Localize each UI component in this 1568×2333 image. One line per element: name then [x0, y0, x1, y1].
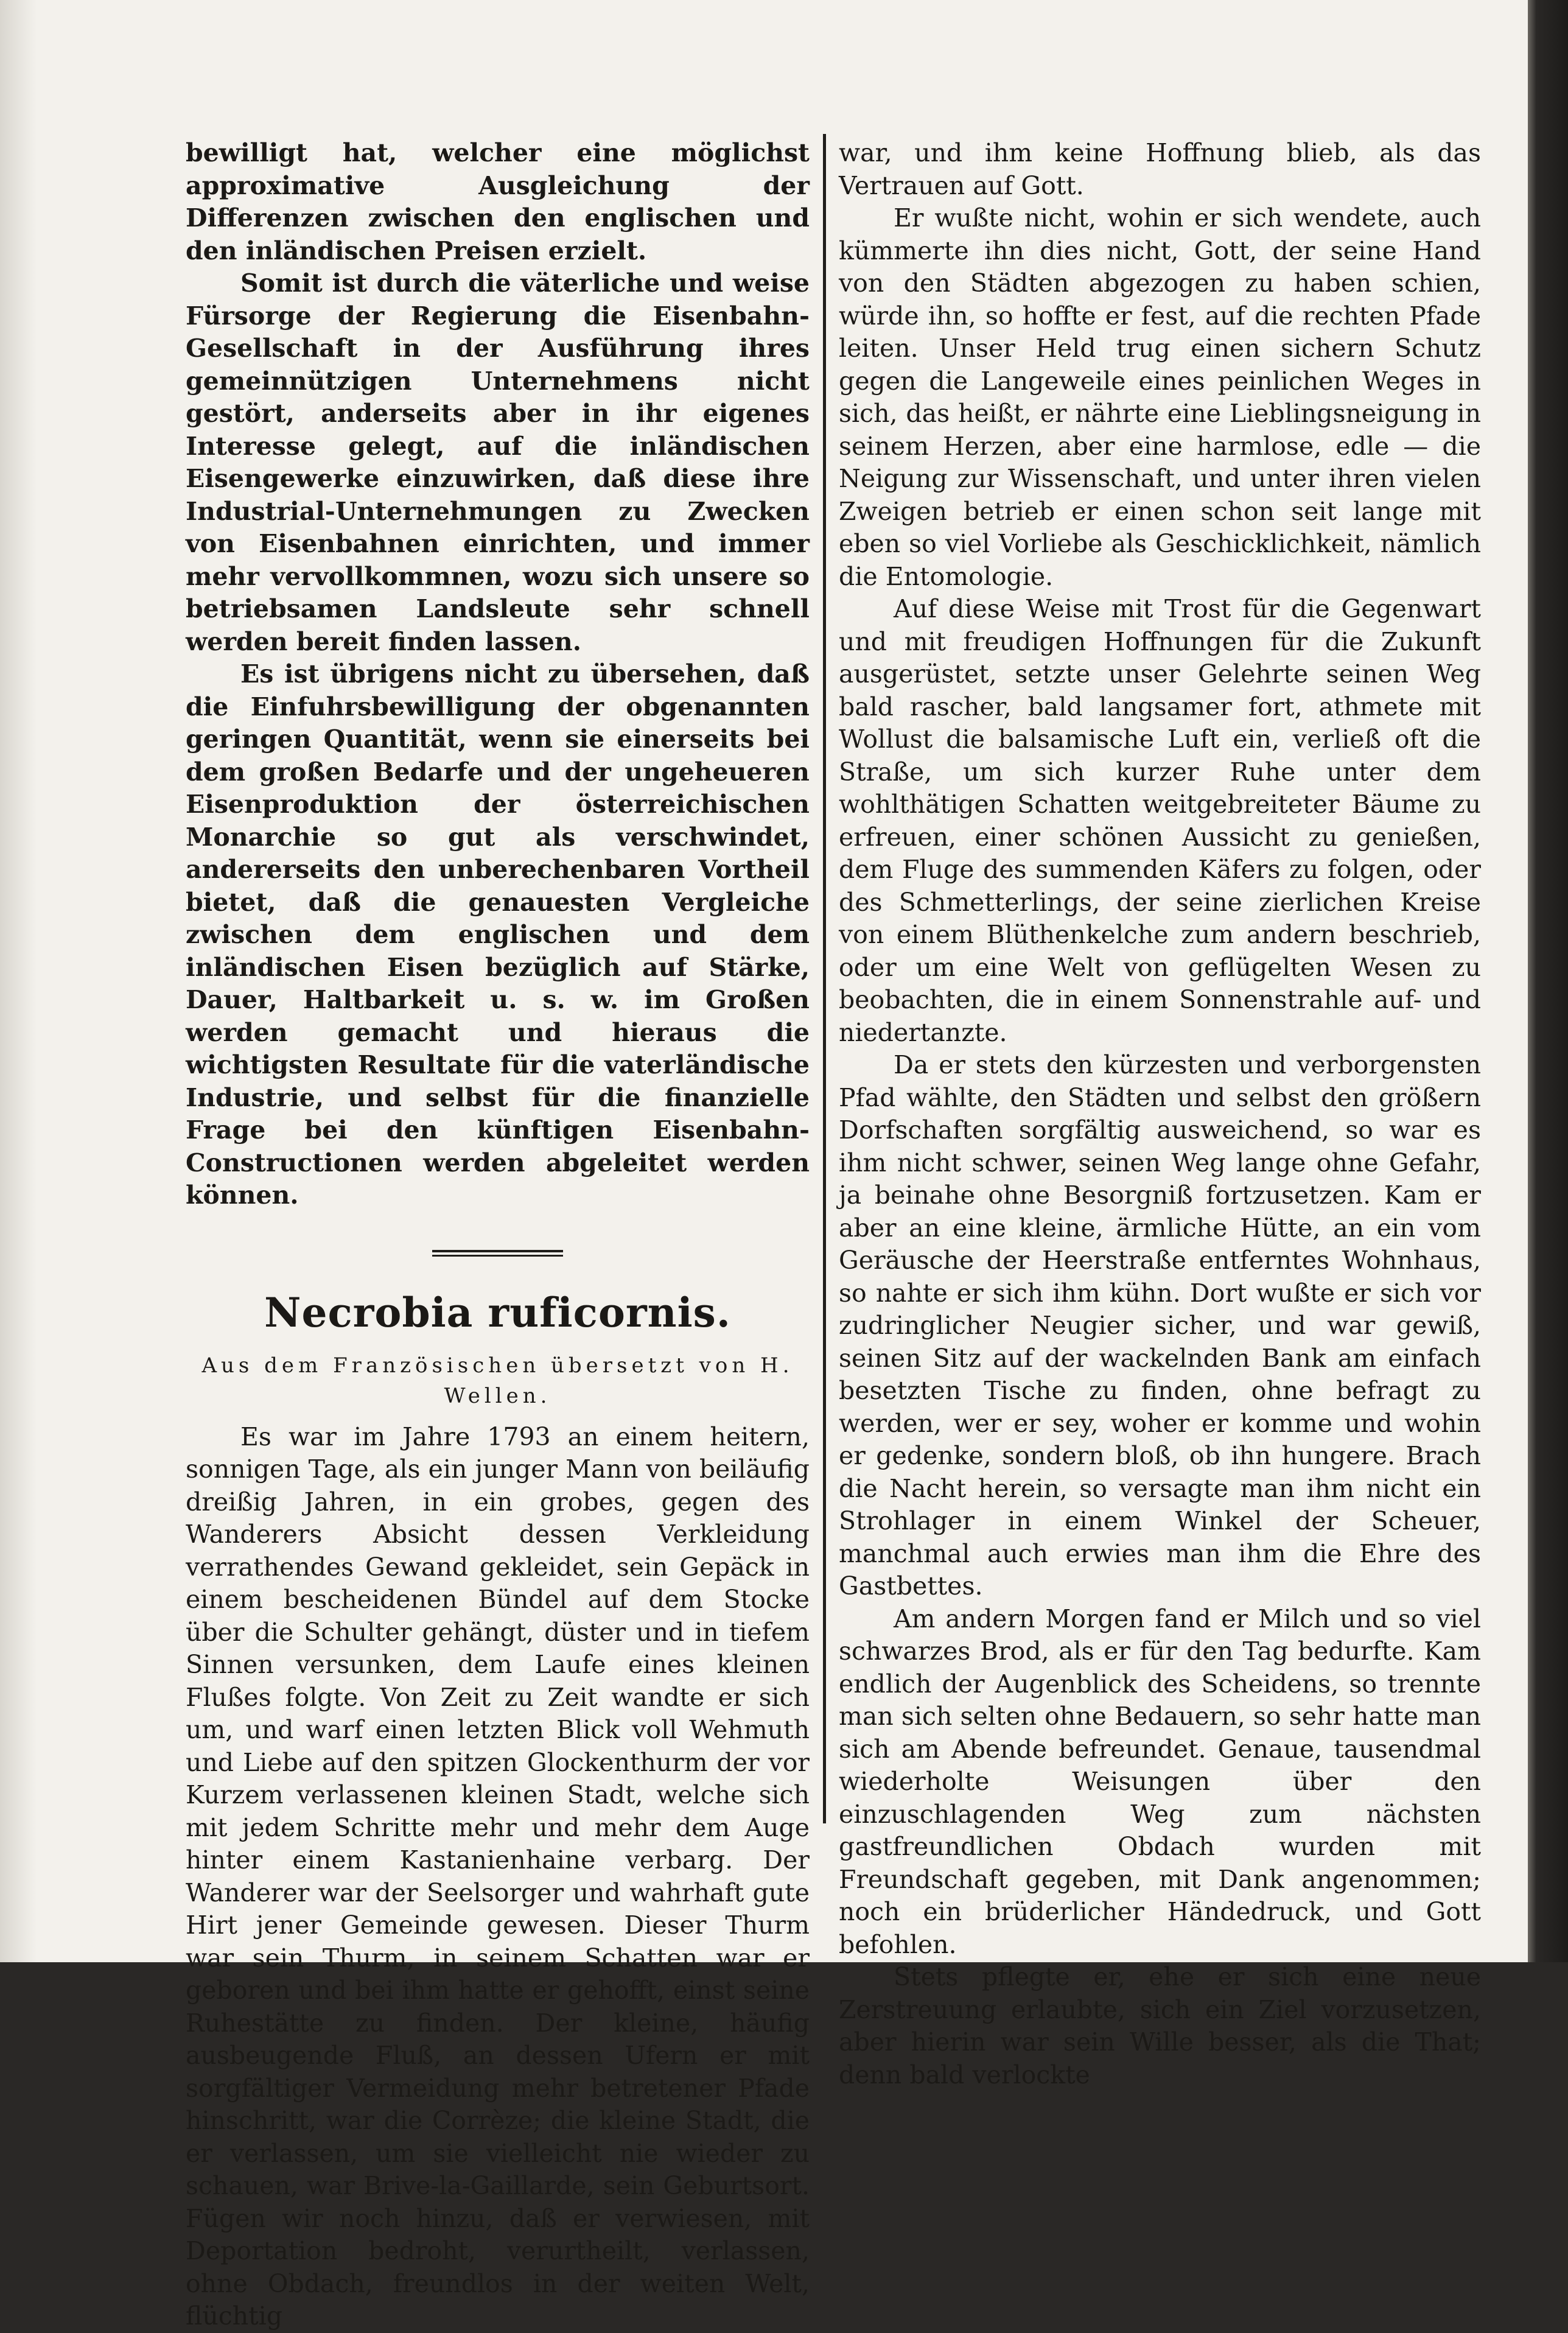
article-subtitle: Aus dem Französischen übersetzt von H. Wellen.	[201, 1353, 794, 1408]
right-column	[839, 137, 1481, 2091]
intro-paragraph-3: Es ist übrigens nicht zu übersehen, daß die Einfuhrsbewilligung der obgenannten geringen Quantität, wenn sie einerseits bei dem großen Bedarfe und der ungeheueren Eisenproduktion der österreichischen Monarchie so gut als verschwindet, andererseits den unberechenbaren Vortheil bietet, daß die genauesten Vergleiche zwischen dem englischen und dem inländischen Eisen bezüglich auf Stärke, Dauer, Haltbarkeit u. s. w. im Großen werden gemacht und hieraus die wichtigsten Resultate für die vaterländische Industrie, und selbst für die finanzielle Frage bei den künftigen Eisenbahn-Constructionen werden abgeleitet werden können.	[186, 659, 810, 1210]
column-divider	[823, 134, 826, 1823]
page-gutter-shadow	[0, 0, 37, 1962]
left-column	[186, 137, 810, 2333]
right-paragraph-5: Am andern Morgen fand er Milch und so viel schwarzes Brod, als er für den Tag bedurfte. Kam endlich der Augenblick des Scheidens, so trennte man sich selten ohne Bedauern, so sehr hatte man sich am Abende befreundet. Genaue, tausendmal wiederholte Weisungen über den einzuschlagenden Weg zum nächsten gastfreundlichen Obdach wurden mit Freundschaft gegeben, mit Dank angenommen; noch ein brüderlicher Händedruck, und Gott befohlen.	[839, 1604, 1481, 1959]
intro-paragraph-1: bewilligt hat, welcher eine möglichst approximative Ausgleichung der Differenzen zwischen den englischen und den inländischen Preisen erzielt.	[186, 138, 810, 265]
right-paragraph-2: Er wußte nicht, wohin er sich wendete, auch kümmerte ihn dies nicht, Gott, der seine Hand von den Städten abgezogen zu haben schien, würde ihn, so hoffte er fest, auf die rechten Pfade leiten. Unser Held trug einen sichern Schutz gegen die Langeweile eines peinlichen Weges in sich, das heißt, er nährte eine Lieblingsneigung in seinem Herzen, aber eine harmlose, edle — die Neigung zur Wissenschaft, und unter ihren vielen Zweigen betrieb er einen schon seit lange mit eben so viel Vorliebe als Geschicklichkeit, nämlich die Entomologie.	[839, 203, 1481, 591]
section-divider-rule	[432, 1250, 563, 1257]
right-paragraph-3: Auf diese Weise mit Trost für die Gegenwart und mit freudigen Hoffnungen für die Zukunft ausgerüstet, setzte unser Gelehrte seinen Weg bald rascher, bald langsamer fort, athmete mit Wollust die balsamische Luft ein, verließ oft die Straße, um sich kurzer Ruhe unter dem wohlthätigen Schatten weitgebreiteter Bäume zu erfreuen, einer schönen Aussicht zu genießen, dem Fluge des summenden Käfers zu folgen, oder des Schmetterlings, der seine zierlichen Kreise von einem Blüthenkelche zum andern beschrieb, oder um eine Welt von geflügelten Wesen zu beobachten, die in einem Sonnenstrahle auf- und niedertanzte.	[839, 594, 1481, 1047]
right-paragraph-1: war, und ihm keine Hoffnung blieb, als das Vertrauen auf Gott.	[839, 138, 1481, 200]
intro-paragraph-2: Somit ist durch die väterliche und weise Fürsorge der Regierung die Eisenbahn-Gesellschaft in der Ausführung ihres gemeinnützigen Unternehmens nicht gestört, anderseits aber in ihr eigenes Interesse gelegt, auf die inländischen Eisengewerke einzuwirken, daß diese ihre Industrial-Unternehmungen zu Zwecken von Eisenbahnen einrichten, und immer mehr vervollkommnen, wozu sich unsere so betriebsamen Landsleute sehr schnell werden bereit finden lassen.	[186, 268, 810, 656]
article-title: Necrobia ruficornis.	[264, 1288, 731, 1336]
right-paragraph-4: Da er stets den kürzesten und verborgensten Pfad wählte, den Städten und selbst den größern Dorfschaften sorgfältig ausweichend, so war es ihm nicht schwer, seinen Weg lange ohne Gefahr, ja beinahe ohne Besorgniß fortzusetzen. Kam er aber an eine kleine, ärmliche Hütte, an ein vom Geräusche der Heerstraße entferntes Wohnhaus, so nahte er sich ihm kühn. Dort wußte er sich vor zudringlicher Neugier sicher, und war gewiß, seinen Sitz auf der wackelnden Bank am einfach besetzten Tische zu finden, ohne befragt zu werden, wer er sey, woher er komme und wohin er gedenke, sondern bloß, ob ihn hungere. Brach die Nacht herein, so versagte man ihm nicht ein Strohlager in einem Winkel der Scheuer, manchmal auch erwies man ihm die Ehre des Gastbettes.	[839, 1050, 1481, 1601]
book-edge	[1528, 0, 1568, 1962]
article-paragraph-1: Es war im Jahre 1793 an einem heitern, sonnigen Tage, als ein junger Mann von beiläufig dreißig Jahren, in ein grobes, gegen des Wanderers Absicht dessen Verkleidung verrathendes Gewand gekleidet, sein Gepäck in einem bescheidenen Bündel auf dem Stocke über die Schulter gehängt, düster und in tiefem Sinnen versunken, dem Laufe eines kleinen Flußes folgte. Von Zeit zu Zeit wandte er sich um, und warf einen letzten Blick voll Wehmuth und Liebe auf den spitzen Glockenthurm der vor Kurzem verlassenen kleinen Stadt, welche sich mit jedem Schritte mehr und mehr dem Auge hinter einem Kastanienhaine verbarg. Der Wanderer war der Seelsorger und wahrhaft gute Hirt jener Gemeinde gewesen. Dieser Thurm war sein Thurm, in seinem Schatten war er geboren und bei ihm hatte er gehofft, einst seine Ruhestätte zu finden. Der kleine, häufig ausbeugende Fluß, an dessen Ufern er mit sorgfältiger Vermeidung mehr betretener Pfade hinschritt, war die Corrèze; die kleine Stadt, die er verlassen, um sie vielleicht nie wieder zu schauen, war Brive-la-Gaillarde, sein Geburtsort. Fügen wir noch hinzu, daß er verwiesen, mit Deportation bedroht, verurtheilt, verlassen, ohne Obdach, freundlos in der weiten Welt, flüchtig	[186, 1422, 810, 2331]
right-paragraph-6: Stets pflegte er, ehe er sich eine neue Zerstreuung erlaubte, sich ein Ziel vorzusetzen, aber hierin war sein Wille besser, als die That; denn bald verlockte	[839, 1962, 1481, 2089]
